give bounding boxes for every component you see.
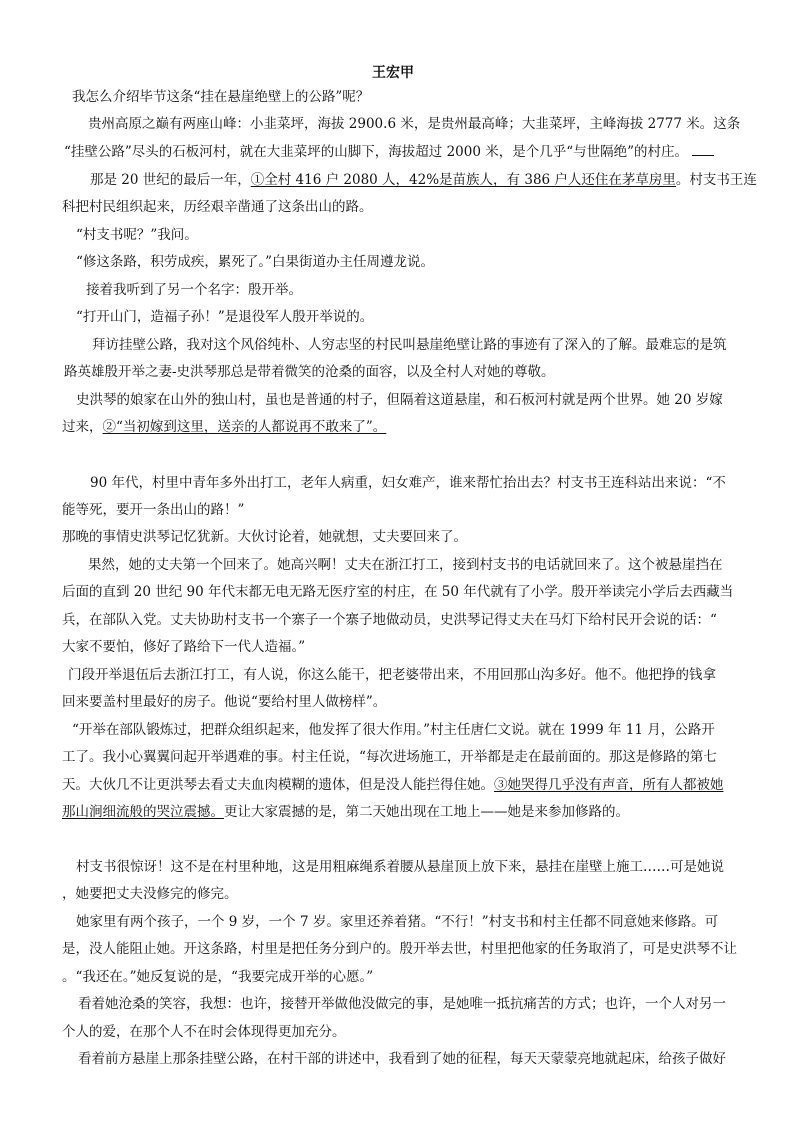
text-line: 工了。我小心翼翼问起开举遇难的事。村主任说，“每次进场施工，开举都是走在最前面的。那这是修路的第七 xyxy=(62,749,717,765)
text-line: ，她要把丈夫没修完的修完。 xyxy=(62,886,238,902)
text-line: 天。大伙几不让更洪琴去看丈夫血肉模糊的遗体，但是没人能拦得住她。③她哭得几乎没有声音，所有人都被她 xyxy=(62,777,724,793)
text-line: 90 年代，村里中青年多外出打工，老年人病重，妇女难产，谁来帮忙抬出去？村支书王连科站出来说：“不 xyxy=(90,475,726,491)
text-line: “修这条路，积劳成疾，累死了。”白果街道办主任周遵龙说。 xyxy=(76,254,435,270)
text-line: “村支书呢？”我问。 xyxy=(76,227,198,243)
text-line: 路英雄殷开举之妻-史洪琴那总是带着微笑的沧桑的面容，以及全村人对她的尊敬。 xyxy=(64,364,555,380)
text-line: 个人的爱，在那个人不在时会体现得更加充分。 xyxy=(62,1024,346,1040)
text-line: 。“我还在。”她反复说的是，“我要完成开举的心愿。” xyxy=(62,969,374,985)
text-line: “打开山门，造福子孙！”是退役军人殷开举说的。 xyxy=(76,309,374,325)
text-line: 过来，②“当初嫁到这里，送亲的人都说再不敢来了”。 xyxy=(62,419,387,435)
text-line: 接着我听到了另一个名字：殷开举。 xyxy=(86,282,302,298)
text-line: 拜访挂壁公路，我对这个风俗纯朴、人穷志坚的村民叫悬崖绝壁让路的事迹有了深入的了解。最难忘的是筑 xyxy=(92,337,727,353)
text-line: 果然，她的丈夫第一个回来了。她高兴啊！丈夫在浙江打工，接到村支书的电话就回来了。这个被悬崖挡在 xyxy=(88,557,723,573)
text-line: 兵，在部队入党。丈夫协助村支书一个寨子一个寨子地做动员，史洪琴记得丈夫在马灯下给村民开会说的话：“ xyxy=(62,612,717,628)
text-line: 那是 20 世纪的最后一年，①全村 416 户 2080 人，42%是苗族人，有 386 户人还住在茅草房里。村支书王连 xyxy=(90,172,757,188)
text-line: “挂壁公路”尽头的石板河村，就在大韭菜坪的山脚下，海拔超过 2000 米，是个几乎“与世隔绝”的村庄。 xyxy=(64,143,714,161)
underlined-sentence-3-cont: 那山涧细流般的哭泣震撼。 xyxy=(62,804,224,820)
text-line: 贵州高原之巅有两座山峰：小韭菜坪，海拔 2900.6 米，是贵州最高峰；大韭菜坪，主峰海拔 2777 米。这条 xyxy=(88,116,741,132)
text-line: 回来要盖村里最好的房子。他说“要给村里人做榜样”。 xyxy=(62,694,387,710)
text-line: 门段开举退伍后去浙江打工，有人说，你这么能干，把老婆带出来，不用回那山沟多好。他不。他把挣的钱拿 xyxy=(68,667,716,683)
text-line: 看着前方悬崖上那条挂壁公路，在村干部的讲述中，我看到了她的征程，每天天蒙蒙亮地就起床，给孩子做好 xyxy=(78,1051,726,1067)
author-name: 王宏甲 xyxy=(372,65,414,81)
text-line: 她家里有两个孩子，一个 9 岁，一个 7 岁。家里还养着猪。“不行！”村支书和村主任都不同意她来修路。可 xyxy=(76,914,719,930)
text-line: 那晚的事情史洪琴记忆犹新。大伙讨论着，她就想，丈夫要回来了。 xyxy=(62,529,467,545)
underlined-sentence-2: ②“当初嫁到这里，送亲的人都说再不敢来了”。 xyxy=(102,419,387,435)
text-line: 村支书很惊讶！这不是在村里种地，这是用粗麻绳系着腰从悬崖顶上放下来，悬挂在崖壁上施工……可是她说 xyxy=(76,859,724,875)
text-line: 后面的直到 20 世纪 90 年代末都无电无路无医疗室的村庄，在 50 年代就有了小学。殷开举读完小学后去西藏当 xyxy=(62,584,734,600)
text-line: 是，没人能阻止她。开这条路，村里是把任务分到户的。殷开举去世，村里把他家的任务取消了，可是史洪琴不让 xyxy=(62,941,737,957)
text-line: 大家不要怕，修好了路给下一代人造福。” xyxy=(62,639,306,655)
text-line: 我怎么介绍毕节这条“挂在悬崖绝壁上的公路”呢？ xyxy=(72,89,370,105)
underlined-sentence-1: ①全村 416 户 2080 人，42%是苗族人，有 386 户人还住在茅草房里 xyxy=(250,172,676,188)
blank-line xyxy=(692,143,714,156)
text-line: “开举在部队锻炼过，把群众组织起来，他发挥了很大作用。”村主任唐仁文说。就在 1999 年 11 月，公路开 xyxy=(72,722,715,738)
text-line: 那山涧细流般的哭泣震撼。更让大家震撼的是，第二天她出现在工地上——她是来参加修路的。 xyxy=(62,804,629,820)
text-line: 史洪琴的娘家在山外的独山村，虽也是普通的村子，但隔着这道悬崖，和石板河村就是两个世界。她 20 岁嫁 xyxy=(76,392,723,408)
text-line: 科把村民组织起来，历经艰辛凿通了这条出山的路。 xyxy=(62,199,373,215)
text-line: 看着她沧桑的笑容，我想：也许，接替开举做他没做完的事，是她唯一抵抗痛苦的方式；也许，一个人对另一 xyxy=(78,996,726,1012)
text-line: 能等死，要开一条出山的路！” xyxy=(62,502,245,518)
underlined-sentence-3: ③她哭得几乎没有声音，所有人都被她 xyxy=(494,777,724,793)
